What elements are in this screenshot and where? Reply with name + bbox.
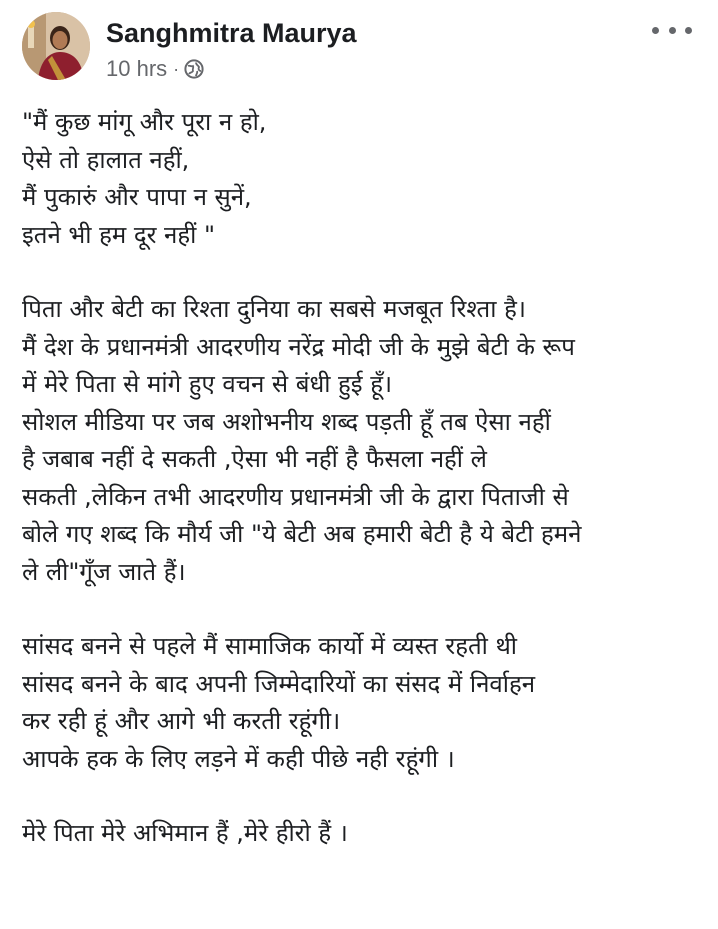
text-line: सोशल मीडिया पर जब अशोभनीय शब्द पड़ती हूँ तब ऐसा नहीं <box>22 407 551 436</box>
text-line: मैं पुकारुं और पापा न सुनें, <box>22 183 252 211</box>
post-header <box>0 0 718 90</box>
text-line: मेरे पिता मेरे अभिमान हैं ,मेरे हीरो हैं । <box>22 819 348 847</box>
text-line: इतने भी हम दूर नहीं " <box>22 220 215 249</box>
text-line: ले ली"गूँज जाते हैं। <box>22 557 186 586</box>
text-line: पिता और बेटी का रिश्ता दुनिया का सबसे मजबूत रिश्ता है। <box>22 295 526 323</box>
text-line: "मैं कुछ मांगू और पूरा न हो, <box>22 108 267 136</box>
text-line: है जबाब नहीं दे सकती ,ऐसा भी नहीं है फैसला नहीं ले <box>22 445 487 473</box>
text-line: ऐसे तो हालात नहीं, <box>22 145 190 174</box>
text-line: आपके हक के लिए लड़ने में कही पीछे नही रहूंगी । <box>22 744 455 773</box>
post-paragraph-poem <box>22 104 712 254</box>
globe-icon[interactable] <box>184 59 204 79</box>
text-line: बोले गए शब्द कि मौर्य जी "ये बेटी अब हमारी बेटी है ये बेटी हमने <box>22 520 582 548</box>
post-meta <box>106 56 204 82</box>
post-paragraph-father-daughter <box>22 291 712 591</box>
more-options-icon[interactable] <box>652 18 692 42</box>
more-dot <box>685 27 692 34</box>
text-line: में मेरे पिता से मांगे हुए वचन से बंधी हुई हूँ। <box>22 370 393 398</box>
author-name[interactable]: Sanghmitra Maurya <box>106 18 357 48</box>
text-line: मैं देश के प्रधानमंत्री आदरणीय नरेंद्र मोदी जी के मुझे बेटी के रूप <box>22 332 575 361</box>
post-time[interactable]: 10 hrs <box>106 56 168 81</box>
text-line: कर रही हूं और आगे भी करती रहूंगी। <box>22 707 341 735</box>
more-dot <box>652 27 659 34</box>
text-line: सांसद बनने के बाद अपनी जिम्मेदारियों का संसद में निर्वाहन <box>22 669 536 698</box>
meta-separator: · <box>173 58 180 79</box>
more-dot <box>669 27 676 34</box>
profile-photo-icon[interactable] <box>22 12 90 80</box>
post-text <box>22 104 712 890</box>
post-paragraph-mp-duties <box>22 628 712 778</box>
post-paragraph-closing <box>22 815 712 853</box>
text-line: सांसद बनने से पहले मैं सामाजिक कार्यो में व्यस्त रहती थी <box>22 632 518 660</box>
avatar-illustration <box>22 12 90 80</box>
text-line: सकती ,लेकिन तभी आदरणीय प्रधानमंत्री जी के द्वारा पिताजी से <box>22 482 569 511</box>
